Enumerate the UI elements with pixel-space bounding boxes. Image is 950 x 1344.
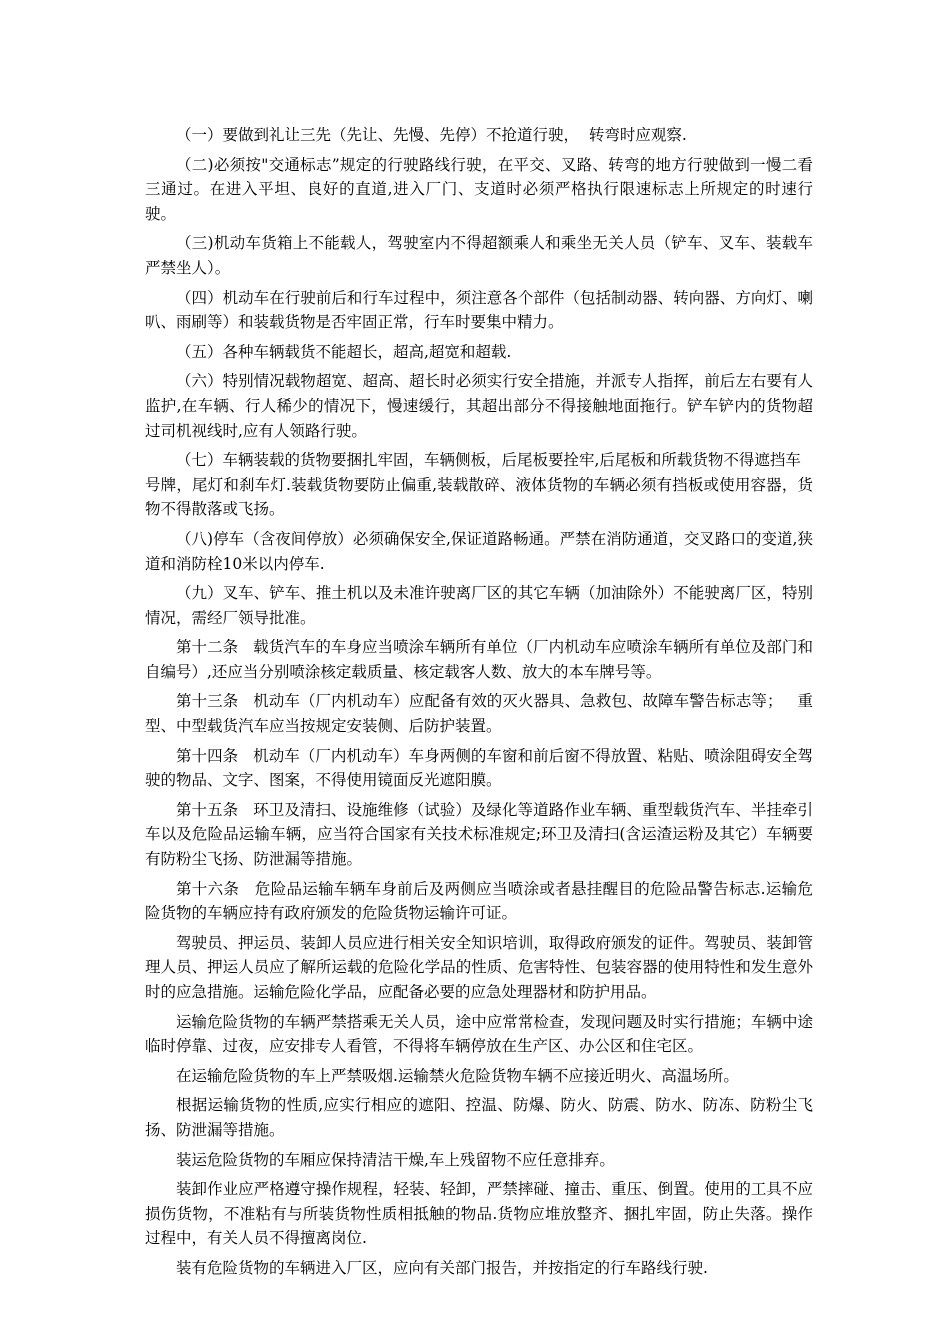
paragraph-entering-plant: 装有危险货物的车辆进入厂区，应向有关部门报告，并按指定的行车路线行驶. bbox=[176, 1258, 708, 1277]
paragraph-item-7-continued: 号牌，尾灯和刹车灯.装载货物要防止偏重,装载散碎、液体货物的车辆必须有挡板或使用容器，货物不得散落或飞扬。 bbox=[145, 475, 813, 519]
paragraph-training: 驾驶员、押运员、装卸人员应进行相关安全知识培训，取得政府颁发的证件。驾驶员、装卸管理人员、押运人员应了解所运载的危险化学品的性质、危害特性、包装容器的使用特性和发生意外时的应急措施。运输危险化学品，应配备必要的应急处理器材和防护用品。 bbox=[145, 933, 813, 1001]
paragraph-no-passengers: 运输危险货物的车辆严禁搭乘无关人员，途中应常常检查，发现问题及时实行措施；车辆中途临时停靠、过夜，应安排专人看管，不得将车辆停放在生产区、办公区和住宅区。 bbox=[145, 1012, 813, 1056]
paragraph-item-6: （六）特别情况载物超宽、超高、超长时必须实行安全措施，并派专人指挥，前后左右要有人监护,在车辆、行人稀少的情况下，慢速缓行，其超出部分不得接触地面拖行。铲车铲内的货物超过司机视线时,应有人领路行驶。 bbox=[145, 372, 813, 440]
paragraph-item-1: （一）要做到礼让三先（先让、先慢、先停）不抢道行驶， 转弯时应观察. bbox=[176, 126, 687, 144]
paragraph-no-smoking: 在运输危险货物的车上严禁吸烟.运输禁火危险货物车辆不应接近明火、高温场所。 bbox=[176, 1066, 739, 1085]
paragraph-item-4: （四）机动车在行驶前后和行车过程中，须注意各个部件（包括制动器、转向器、方向灯、喇叭、雨刷等）和装载货物是否牢固正常，行车时要集中精力。 bbox=[145, 288, 813, 332]
paragraph-item-9: （九）叉车、铲车、推土机以及未准许驶离厂区的其它车辆（加油除外）不能驶离厂区，特别情况，需经厂领导批准。 bbox=[145, 584, 813, 627]
paragraph-item-8: （八)停车（含夜间停放）必须确保安全,保证道路畅通。严禁在消防通道，交叉路口的变道,狭道和消防栓10米以内停车. bbox=[145, 529, 813, 573]
paragraph-clean-compartment: 装运危险货物的车厢应保持清洁干燥,车上残留物不应任意排弃。 bbox=[176, 1150, 615, 1169]
paragraph-article-13: 第十三条 机动车（厂内机动车）应配备有效的灭火器具、急救包、故障车警告标志等； 重型、中型载货汽车应当按规定安装侧、后防护装置。 bbox=[145, 692, 813, 736]
paragraph-protective-measures: 根据运输货物的性质,应实行相应的遮阳、控温、防爆、防火、防震、防水、防冻、防粉尘飞扬、防泄漏等措施。 bbox=[145, 1096, 813, 1139]
paragraph-loading-rules: 装卸作业应严格遵守操作规程，轻装、轻卸，严禁摔碰、撞击、重压、倒置。使用的工具不应损伤货物，不准粘有与所装货物性质相抵触的物品.货物应堆放整齐、捆扎牢固，防止失落。操作过程中，有关人员不得擅离岗位. bbox=[145, 1180, 813, 1248]
paragraph-article-16: 第十六条 危险品运输车辆车身前后及两侧应当喷涂或者悬挂醒目的危险品警告标志.运输危险货物的车辆应持有政府颁发的危险货物运输许可证。 bbox=[145, 879, 813, 923]
paragraph-item-7: （七）车辆装载的货物要捆扎牢固，车辆侧板，后尾板要拴牢,后尾板和所载货物不得遮挡车 bbox=[176, 451, 801, 470]
paragraph-item-5: （五）各种车辆载货不能超长，超高,超宽和超载. bbox=[176, 342, 512, 361]
paragraph-item-3: （三)机动车货箱上不能载人，驾驶室内不得超额乘人和乘坐无关人员（铲车、叉车、装载车严禁坐人）。 bbox=[145, 234, 813, 277]
paragraph-article-12: 第十二条 载货汽车的车身应当喷涂车辆所有单位（厂内机动车应喷涂车辆所有单位及部门和自编号）,还应当分别喷涂核定载质量、核定载客人数、放大的本车牌号等。 bbox=[145, 638, 813, 681]
paragraph-article-15: 第十五条 环卫及清扫、设施维修（试验）及绿化等道路作业车辆、重型载货汽车、半挂牵引车以及危险品运输车辆，应当符合国家有关技术标准规定;环卫及清扫(含运渣运粉及其它）车辆要有防粉尘飞扬、防泄漏等措施。 bbox=[145, 800, 813, 869]
document-body bbox=[145, 123, 813, 1286]
paragraph-article-14: 第十四条 机动车（厂内机动车）车身两侧的车窗和前后窗不得放置、粘贴、喷涂阻碍安全驾驶的物品、文字、图案，不得使用镜面反光遮阳膜。 bbox=[145, 746, 813, 790]
paragraph-item-2: （二)必须按"交通标志”规定的行驶路线行驶，在平交、叉路、转弯的地方行驶做到一慢二看三通过。在进入平坦、良好的直道,进入厂门、支道时必须严格执行限速标志上所规定的时速行驶。 bbox=[145, 155, 813, 223]
